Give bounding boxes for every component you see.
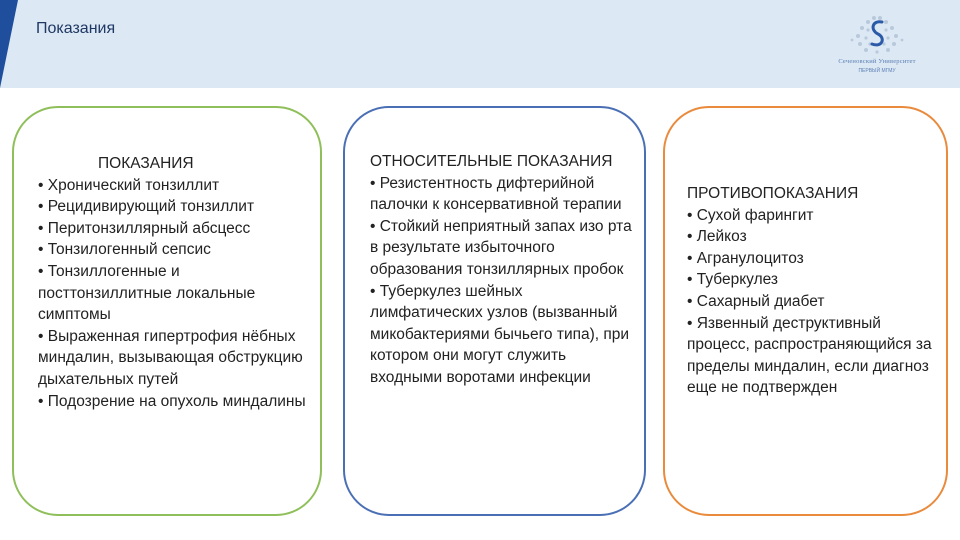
contraindications-item: • Лейкоз — [687, 228, 747, 246]
relative-indications-item: • Туберкулез шейных лимфатических узлов (вызванный микобактериями бычьего типа), при котором они могут служить входными воротами инфекции — [370, 282, 630, 386]
contraindications-item: • Язвенный деструктивный процесс, распространяющийся за пределы миндалин, если диагноз еще не подтвержден — [687, 314, 932, 397]
indications-item: • Перитонзиллярный абсцесс — [38, 219, 251, 237]
header-accent-stripe — [0, 0, 960, 88]
indications-card — [12, 106, 322, 516]
indications-item: • Тонзилогенный сепсис — [38, 241, 211, 259]
logo-text: Сеченовский Университет — [838, 58, 916, 65]
header-bar — [0, 0, 960, 88]
indications-item: • Рецидивирующий тонзиллит — [38, 198, 255, 216]
relative-indications-item: • Резистентность дифтерийной палочки к консервативной терапии — [370, 174, 622, 214]
indications-item: • Тонзиллогенные и посттонзиллитные локальные симптомы — [38, 262, 256, 324]
page-title: Показания — [36, 20, 116, 37]
contraindications-item: • Сахарный диабет — [687, 292, 825, 310]
indications-title: ПОКАЗАНИЯ — [98, 155, 194, 172]
logo-emblem-icon — [822, 8, 932, 58]
contraindications-card — [663, 106, 948, 516]
indications-item: • Подозрение на опухоль миндалины — [38, 392, 306, 410]
relative-indications-item: • Стойкий неприятный запах изо рта в результате избыточного образования тонзиллярных пробок — [370, 217, 632, 278]
logo-subtext: ПЕРВЫЙ МГМУ — [858, 68, 896, 74]
contraindications-item: • Сухой фарингит — [687, 206, 814, 224]
contraindications-item: • Туберкулез — [687, 271, 778, 289]
contraindications-title: ПРОТИВОПОКАЗАНИЯ — [687, 185, 859, 202]
relative-indications-title: ОТНОСИТЕЛЬНЫЕ ПОКАЗАНИЯ — [370, 153, 613, 170]
relative-indications-card — [343, 106, 646, 516]
indications-item: • Хронический тонзиллит — [38, 176, 220, 194]
contraindications-item: • Агранулоцитоз — [687, 249, 804, 267]
university-logo — [822, 8, 932, 80]
indications-item: • Выраженная гипертрофия нёбных миндалин, вызывающая обструкцию дыхательных путей — [38, 327, 303, 388]
